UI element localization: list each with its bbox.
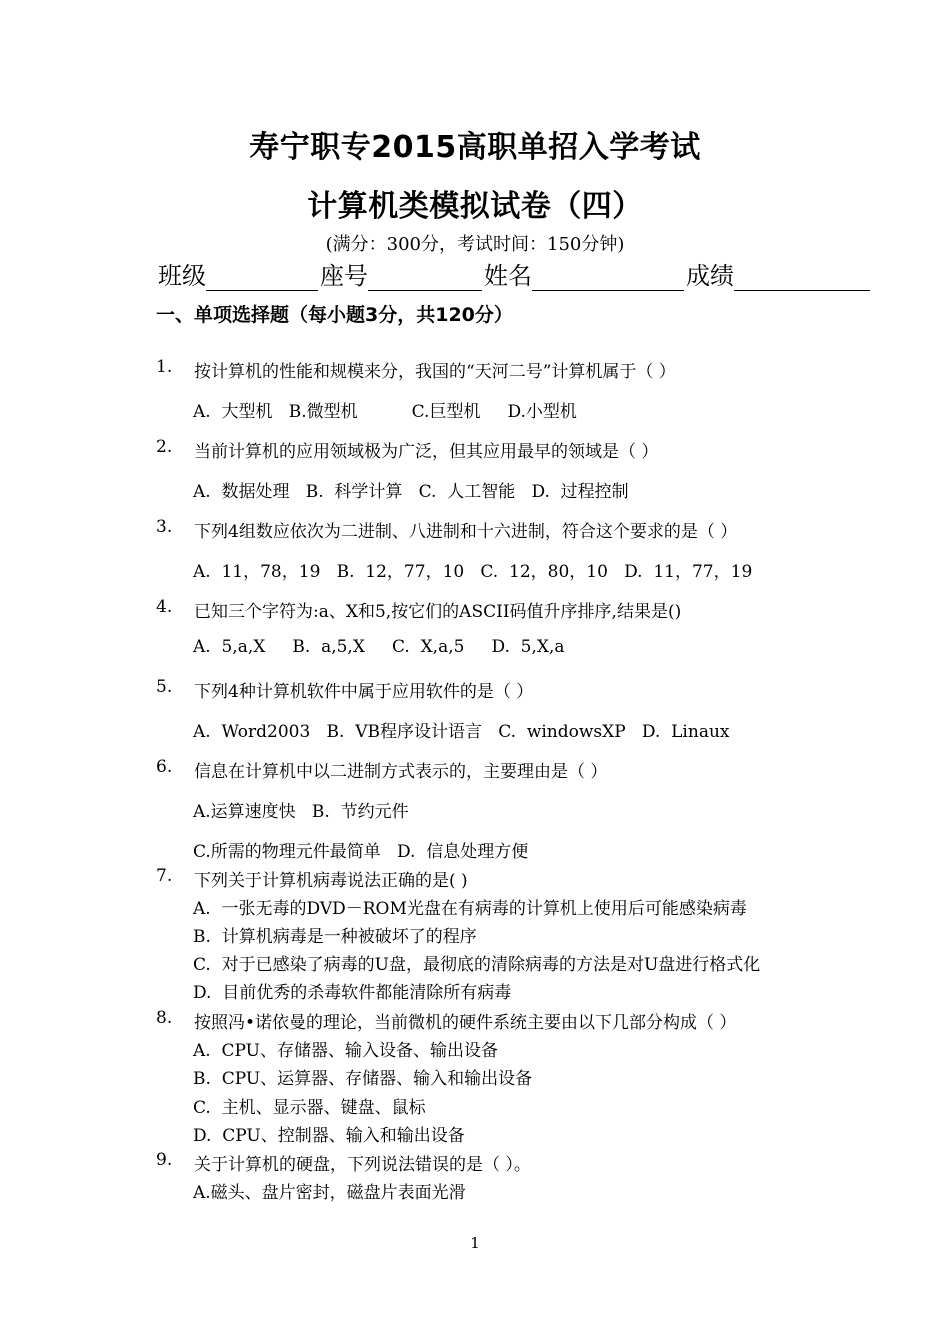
question-number: 7. (156, 866, 173, 886)
question-options: A. 11，78，19 B. 12，77，10 C. 12，80，10 D. 11，77，19 (193, 562, 753, 582)
question-option: D. CPU、控制器、输入和输出设备 (193, 1126, 465, 1146)
question-text: 已知三个字符为:a、X和5,按它们的ASCII码值升序排序,结果是() (194, 602, 682, 622)
question-option: D. 目前优秀的杀毒软件都能清除所有病毒 (193, 983, 512, 1003)
question-number: 5. (156, 677, 173, 697)
score-label: 成绩 (686, 262, 734, 290)
question-options: C.所需的物理元件最简单 D. 信息处理方便 (193, 842, 529, 862)
question-text: 下列4种计算机软件中属于应用软件的是（ ） (194, 682, 534, 702)
exam-title-line2: 计算机类模拟试卷（四） (307, 189, 643, 224)
question-option: C. 主机、显示器、键盘、鼠标 (193, 1098, 426, 1118)
question-option: A. 一张无毒的DVD－ROM光盘在有病毒的计算机上使用后可能感染病毒 (193, 899, 747, 919)
question-number: 2. (156, 437, 173, 457)
question-text: 下列4组数应依次为二进制、八进制和十六进制，符合这个要求的是（ ） (194, 522, 738, 542)
question-text: 关于计算机的硬盘，下列说法错误的是（ ）。 (194, 1155, 531, 1175)
question-number: 9. (156, 1150, 173, 1170)
question-number: 8. (156, 1008, 173, 1028)
section-title: 一、单项选择题（每小题3分，共120分） (156, 304, 513, 326)
student-info-row (158, 256, 872, 291)
exam-subtitle: (满分：300分，考试时间：150分钟) (325, 234, 625, 255)
class-blank[interactable] (206, 264, 318, 291)
question-option: B. CPU、运算器、存储器、输入和输出设备 (193, 1069, 533, 1089)
question-options: A. Word2003 B. VB程序设计语言 C. windowsXP D. Linaux (193, 722, 730, 742)
question-text: 下列关于计算机病毒说法正确的是( ) (194, 871, 468, 891)
question-text: 信息在计算机中以二进制方式表示的，主要理由是（ ） (194, 762, 608, 782)
question-option: A. CPU、存储器、输入设备、输出设备 (193, 1041, 498, 1061)
question-options: A. 大型机 B.微型机 C.巨型机 D.小型机 (193, 402, 577, 422)
question-text: 当前计算机的应用领域极为广泛，但其应用最早的领域是（ ） (194, 442, 659, 462)
question-number: 4. (156, 597, 173, 617)
seat-blank[interactable] (368, 264, 482, 291)
question-option: B. 计算机病毒是一种被破坏了的程序 (193, 927, 477, 947)
question-text: 按计算机的性能和规模来分，我国的“天河二号”计算机属于（ ） (194, 362, 676, 382)
question-options: A. 5,a,X B. a,5,X C. X,a,5 D. 5,X,a (193, 637, 565, 657)
question-option: A.磁头、盘片密封，磁盘片表面光滑 (193, 1183, 466, 1203)
question-option: C. 对于已感染了病毒的U盘，最彻底的清除病毒的方法是对U盘进行格式化 (193, 955, 761, 975)
name-label: 姓名 (484, 262, 532, 290)
question-number: 6. (156, 757, 173, 777)
class-label: 班级 (158, 262, 206, 290)
question-number: 3. (156, 517, 173, 537)
name-blank[interactable] (532, 264, 684, 291)
seat-label: 座号 (320, 262, 368, 290)
page-number: 1 (470, 1234, 480, 1252)
exam-title-line1: 寿宁职专2015高职单招入学考试 (249, 130, 701, 165)
question-options: A. 数据处理 B. 科学计算 C. 人工智能 D. 过程控制 (193, 482, 629, 502)
score-blank[interactable] (734, 264, 870, 291)
question-options: A.运算速度快 B. 节约元件 (193, 802, 409, 822)
question-text: 按照冯•诺依曼的理论，当前微机的硬件系统主要由以下几部分构成（ ） (194, 1013, 737, 1033)
question-number: 1. (156, 357, 173, 377)
